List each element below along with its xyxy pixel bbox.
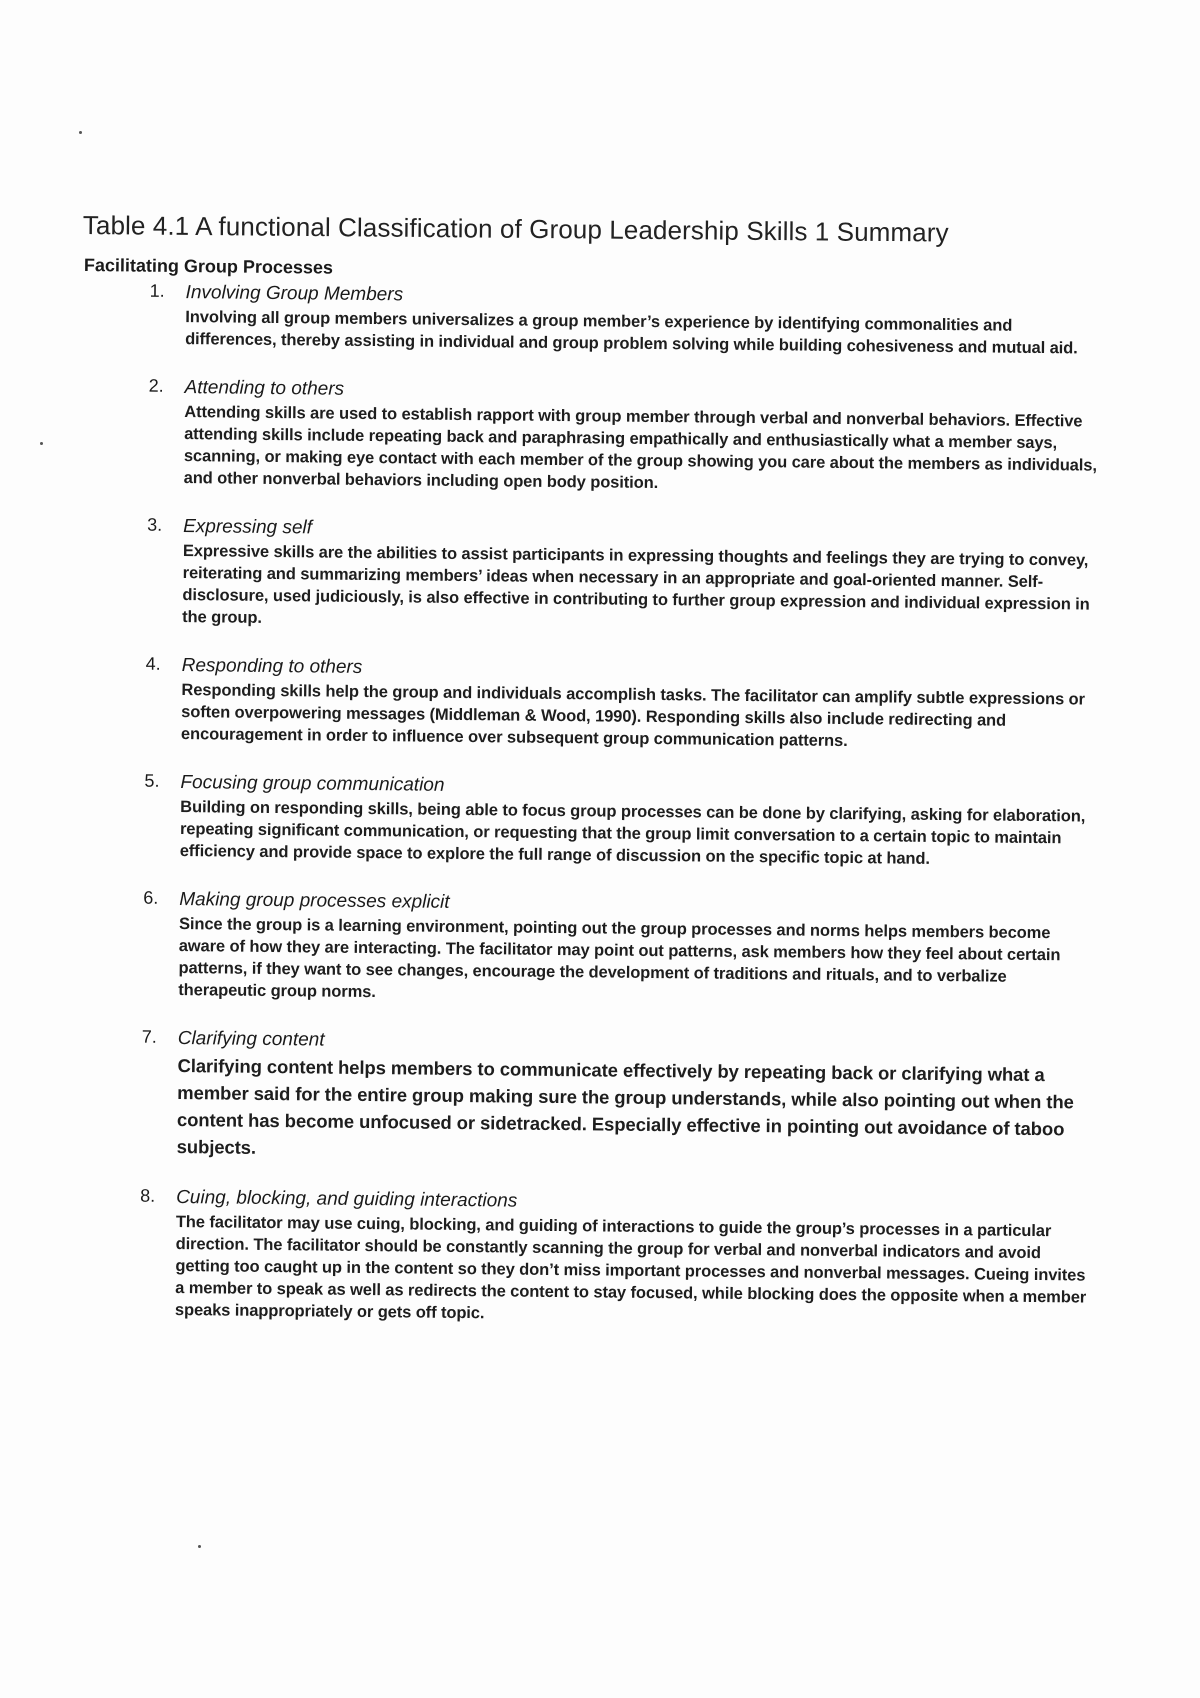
- scan-speck: [79, 131, 82, 134]
- facilitating-section: [73, 255, 1144, 1355]
- skill-description: Expressive skills are the abilities to assist participants in expressing thoughts and feelings they are trying to convey, reiterating and summarizing members’ ideas when necessary in an appropriate and goal-oriented manner. Self-disclosure, used judiciously, is also effective in contributing to further group expression and individual expression in the group.: [182, 542, 1090, 627]
- skill-description: Building on responding skills, being able to focus group processes can be done by clarifying, asking for elaboration, repeating significant communication, or requesting that the group limit conversation to a certain topic to maintain efficiency and provide space to explore the full range of discussion on the specific topic at hand.: [179, 798, 1086, 868]
- skill-item-cuing: [73, 1183, 1134, 1331]
- skill-description: Since the group is a learning environment, pointing out the group processes and norms helps members become aware of how they are interacting. The facilitator may point out patterns, ask members how they feel about certain patterns, if they want to see changes, encourage the development of traditions and rituals, and to verbalize therapeutic group norms.: [178, 915, 1061, 1002]
- scan-speck: [198, 1545, 201, 1548]
- skill-description: The facilitator may use cuing, blocking, and guiding of interactions to guide the group’s processes in a particular direction. The facilitator should be constantly scanning the group for verbal and nonverbal indicators and avoid getting too caught up in the content so they don’t miss important processes and nonverbal messages. Cueing invites a member to speak as well as redirects the content to stay focused, while blocking does the opposite when a member speaks inappropriately or gets off topic.: [174, 1213, 1087, 1323]
- skill-name: Responding to others: [181, 655, 363, 678]
- skill-item-involving: [83, 278, 1144, 360]
- skill-description: Responding skills help the group and individuals accomplish tasks. The facilitator can amplify subtle expressions or soften overpowering messages (Middleman & Wood, 1990). Responding skills also include redirecting and encouragement in order to influence over subsequent group communication patterns.: [180, 681, 1085, 751]
- skill-description: Involving all group members universalizes a group member’s experience by identifying commonalities and differences, thereby assisting in individual and group problem solving while building cohesiveness and mutual aid.: [185, 308, 1078, 358]
- skill-number: 8.: [140, 1185, 156, 1206]
- skill-number: 2.: [148, 375, 164, 396]
- skill-name: Making group processes explicit: [179, 889, 450, 913]
- skill-item-clarifying: [75, 1024, 1136, 1170]
- skill-item-expressing: [80, 512, 1141, 638]
- skill-name: Cuing, blocking, and guiding interactions: [176, 1187, 518, 1212]
- skill-item-making-explicit: [76, 885, 1137, 1011]
- skill-item-attending: [82, 373, 1143, 499]
- section-heading: Facilitating Group Processes: [83, 255, 334, 278]
- skill-item-focusing: [78, 768, 1139, 872]
- skill-number: 6.: [143, 887, 159, 908]
- skill-number: 7.: [141, 1026, 157, 1047]
- skill-number: 3.: [147, 514, 163, 535]
- skill-name: Focusing group communication: [180, 772, 445, 796]
- skill-description: Clarifying content helps members to communicate effectively by repeating back or clarifying what a member said for the entire group making sure the group understands, while also pointing out when the content has become unfocused or sidetracked. Especially effective in pointing out avoidance of taboo subjects.: [176, 1055, 1074, 1158]
- page-title: Table 4.1 A functional Classification of Group Leadership Skills 1 Summary: [82, 210, 949, 248]
- skill-number: 1.: [149, 280, 165, 301]
- skill-name: Expressing self: [183, 516, 313, 539]
- scan-speck: [40, 442, 43, 445]
- skill-description: Attending skills are used to establish rapport with group member through verbal and nonverbal behaviors. Effective attending skills include repeating back and paraphrasing empathically and enthusiastically what a member says, scanning, or making eye contact with each member of the group showing you care about the members as individuals, and other nonverbal behaviors including open body position.: [183, 403, 1097, 493]
- skill-name: Involving Group Members: [185, 282, 404, 306]
- skill-item-responding: [79, 651, 1140, 755]
- skill-name: Clarifying content: [177, 1028, 325, 1051]
- skill-number: 5.: [144, 770, 160, 791]
- skill-list: [73, 278, 1144, 1331]
- skill-name: Attending to others: [184, 377, 345, 400]
- skill-number: 4.: [145, 653, 161, 674]
